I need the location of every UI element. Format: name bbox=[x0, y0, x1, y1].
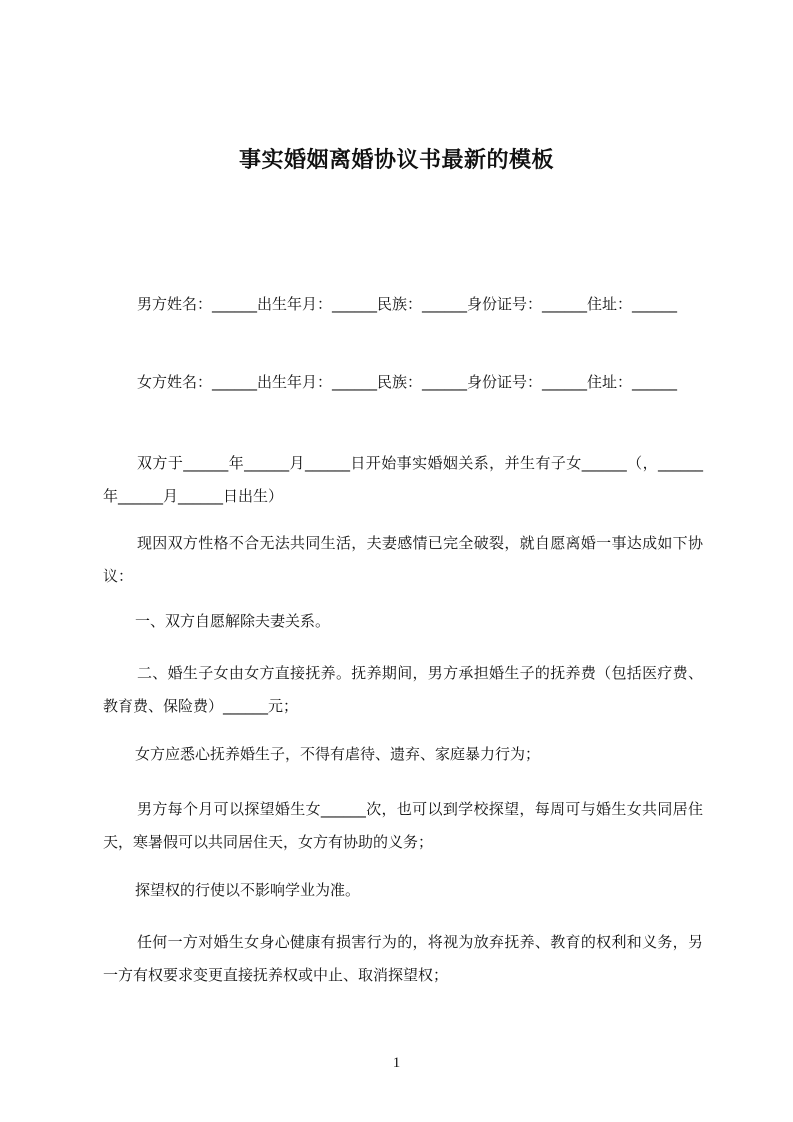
paragraph-clause-1: 一、双方自愿解除夫妻关系。 bbox=[135, 612, 331, 630]
paragraph-mother-duty: 女方应悉心抚养婚生子，不得有虐待、遗弃、家庭暴力行为； bbox=[135, 745, 541, 763]
paragraph-clause-2: 二、婚生子女由女方直接抚养。抚养期间，男方承担婚生子的抚养费（包括医疗费、教育费、保险费）______元； bbox=[103, 664, 703, 715]
document-title: 事实婚姻离婚协议书最新的模板 bbox=[238, 148, 554, 173]
paragraph-female-info: 女方姓名：______出生年月：______民族：______身份证号：______住址：______ bbox=[137, 373, 678, 391]
paragraph-marriage-relation: 双方于______年______月______日开始事实婚姻关系，并生有子女______（，______年______月______日出生） bbox=[103, 454, 703, 505]
page-number: 1 bbox=[392, 1055, 401, 1071]
paragraph-visitation-limit: 探望权的行使以不影响学业为准。 bbox=[135, 881, 361, 899]
paragraph-harm-clause: 任何一方对婚生女身心健康有损害行为的，将视为放弃抚养、教育的权利和义务，另一方有权要求变更直接抚养权或中止、取消探望权； bbox=[103, 933, 703, 984]
paragraph-reason: 现因双方性格不合无法共同生活，夫妻感情已完全破裂，就自愿离婚一事达成如下协议： bbox=[103, 534, 703, 585]
paragraph-male-info: 男方姓名：______出生年月：______民族：______身份证号：______住址：______ bbox=[137, 295, 678, 313]
paragraph-visitation: 男方每个月可以探望婚生女______次，也可以到学校探望，每周可与婚生女共同居住天，寒暑假可以共同居住天，女方有协助的义务； bbox=[103, 800, 703, 851]
